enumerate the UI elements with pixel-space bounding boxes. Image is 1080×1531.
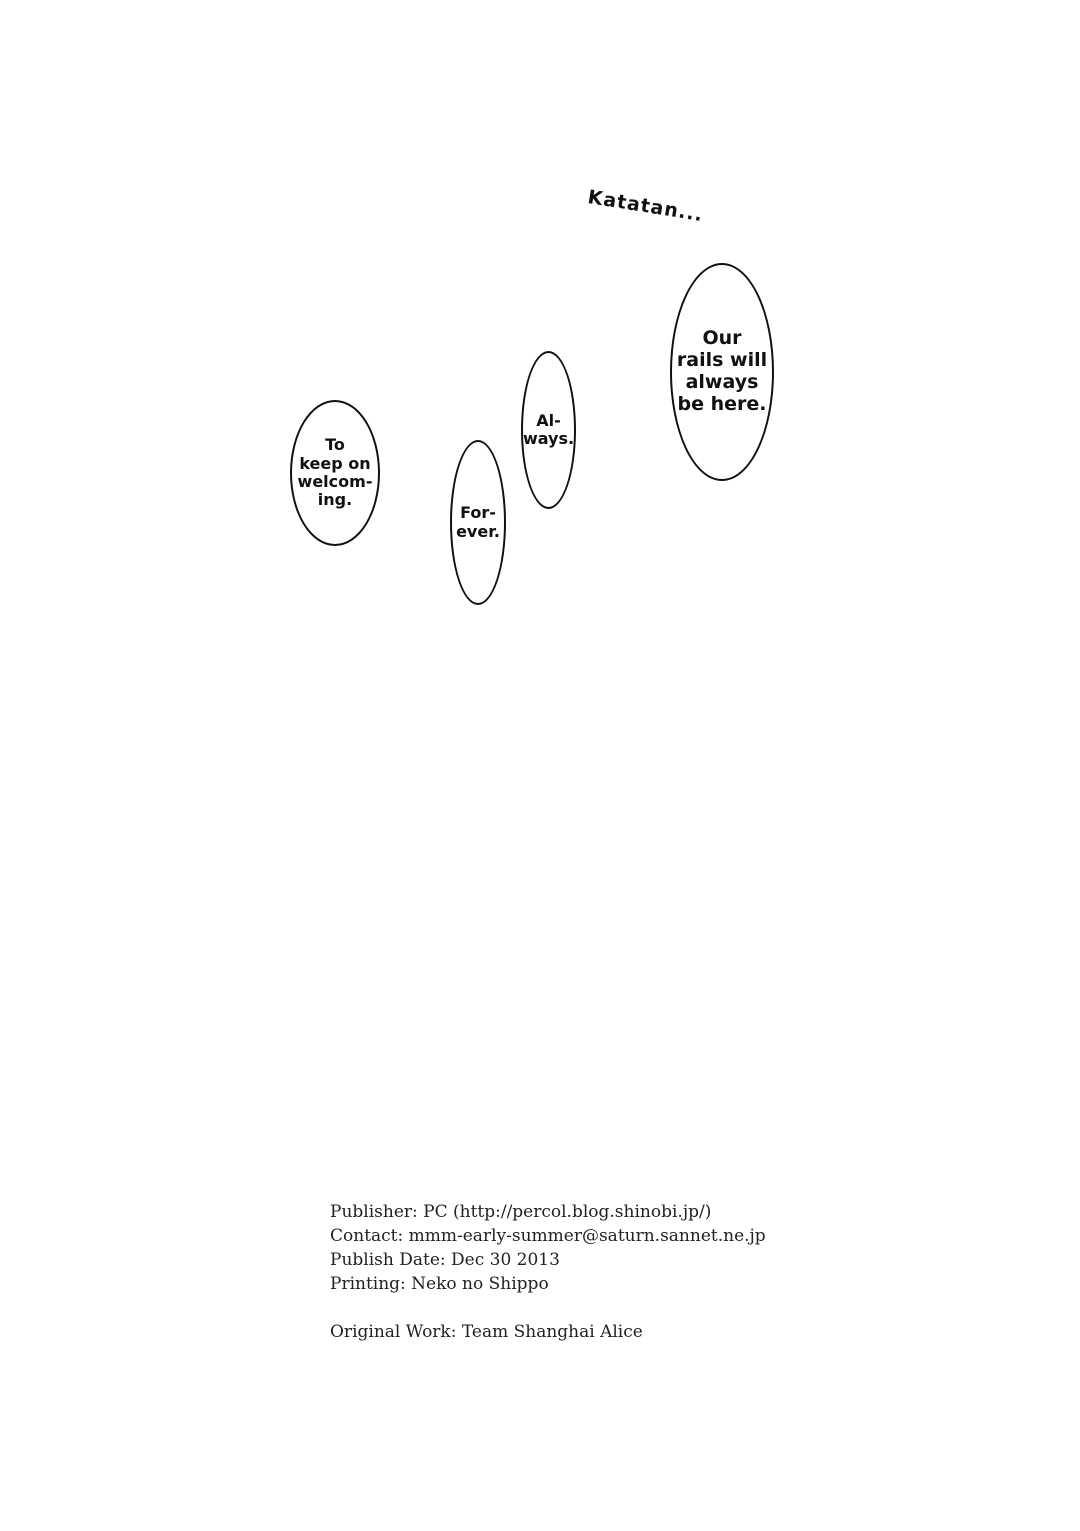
speech-bubble-text: For- ever.: [456, 503, 500, 541]
speech-bubble-rails: [670, 263, 774, 481]
publisher-line: Publisher: PC (http://percol.blog.shinobi.jp/): [330, 1202, 712, 1222]
colophon-spacer: [330, 1296, 930, 1320]
publish-date-line: Publish Date: Dec 30 2013: [330, 1250, 560, 1270]
contact-line: Contact: mmm-early-summer@saturn.sannet.ne.jp: [330, 1226, 766, 1246]
speech-bubble-welcoming: [290, 400, 380, 546]
speech-bubble-text: Our rails will always be here.: [676, 327, 768, 415]
colophon: [330, 1200, 930, 1344]
original-work-line: Original Work: Team Shanghai Alice: [330, 1322, 643, 1342]
printing-line: Printing: Neko no Shippo: [330, 1274, 549, 1294]
sound-effect-text: Katatan...: [586, 186, 705, 227]
speech-bubble-forever: [450, 440, 506, 605]
speech-bubble-always: [521, 351, 576, 509]
speech-bubble-text: Al- ways.: [522, 410, 575, 448]
speech-bubble-text: To keep on welcom- ing.: [297, 435, 373, 510]
